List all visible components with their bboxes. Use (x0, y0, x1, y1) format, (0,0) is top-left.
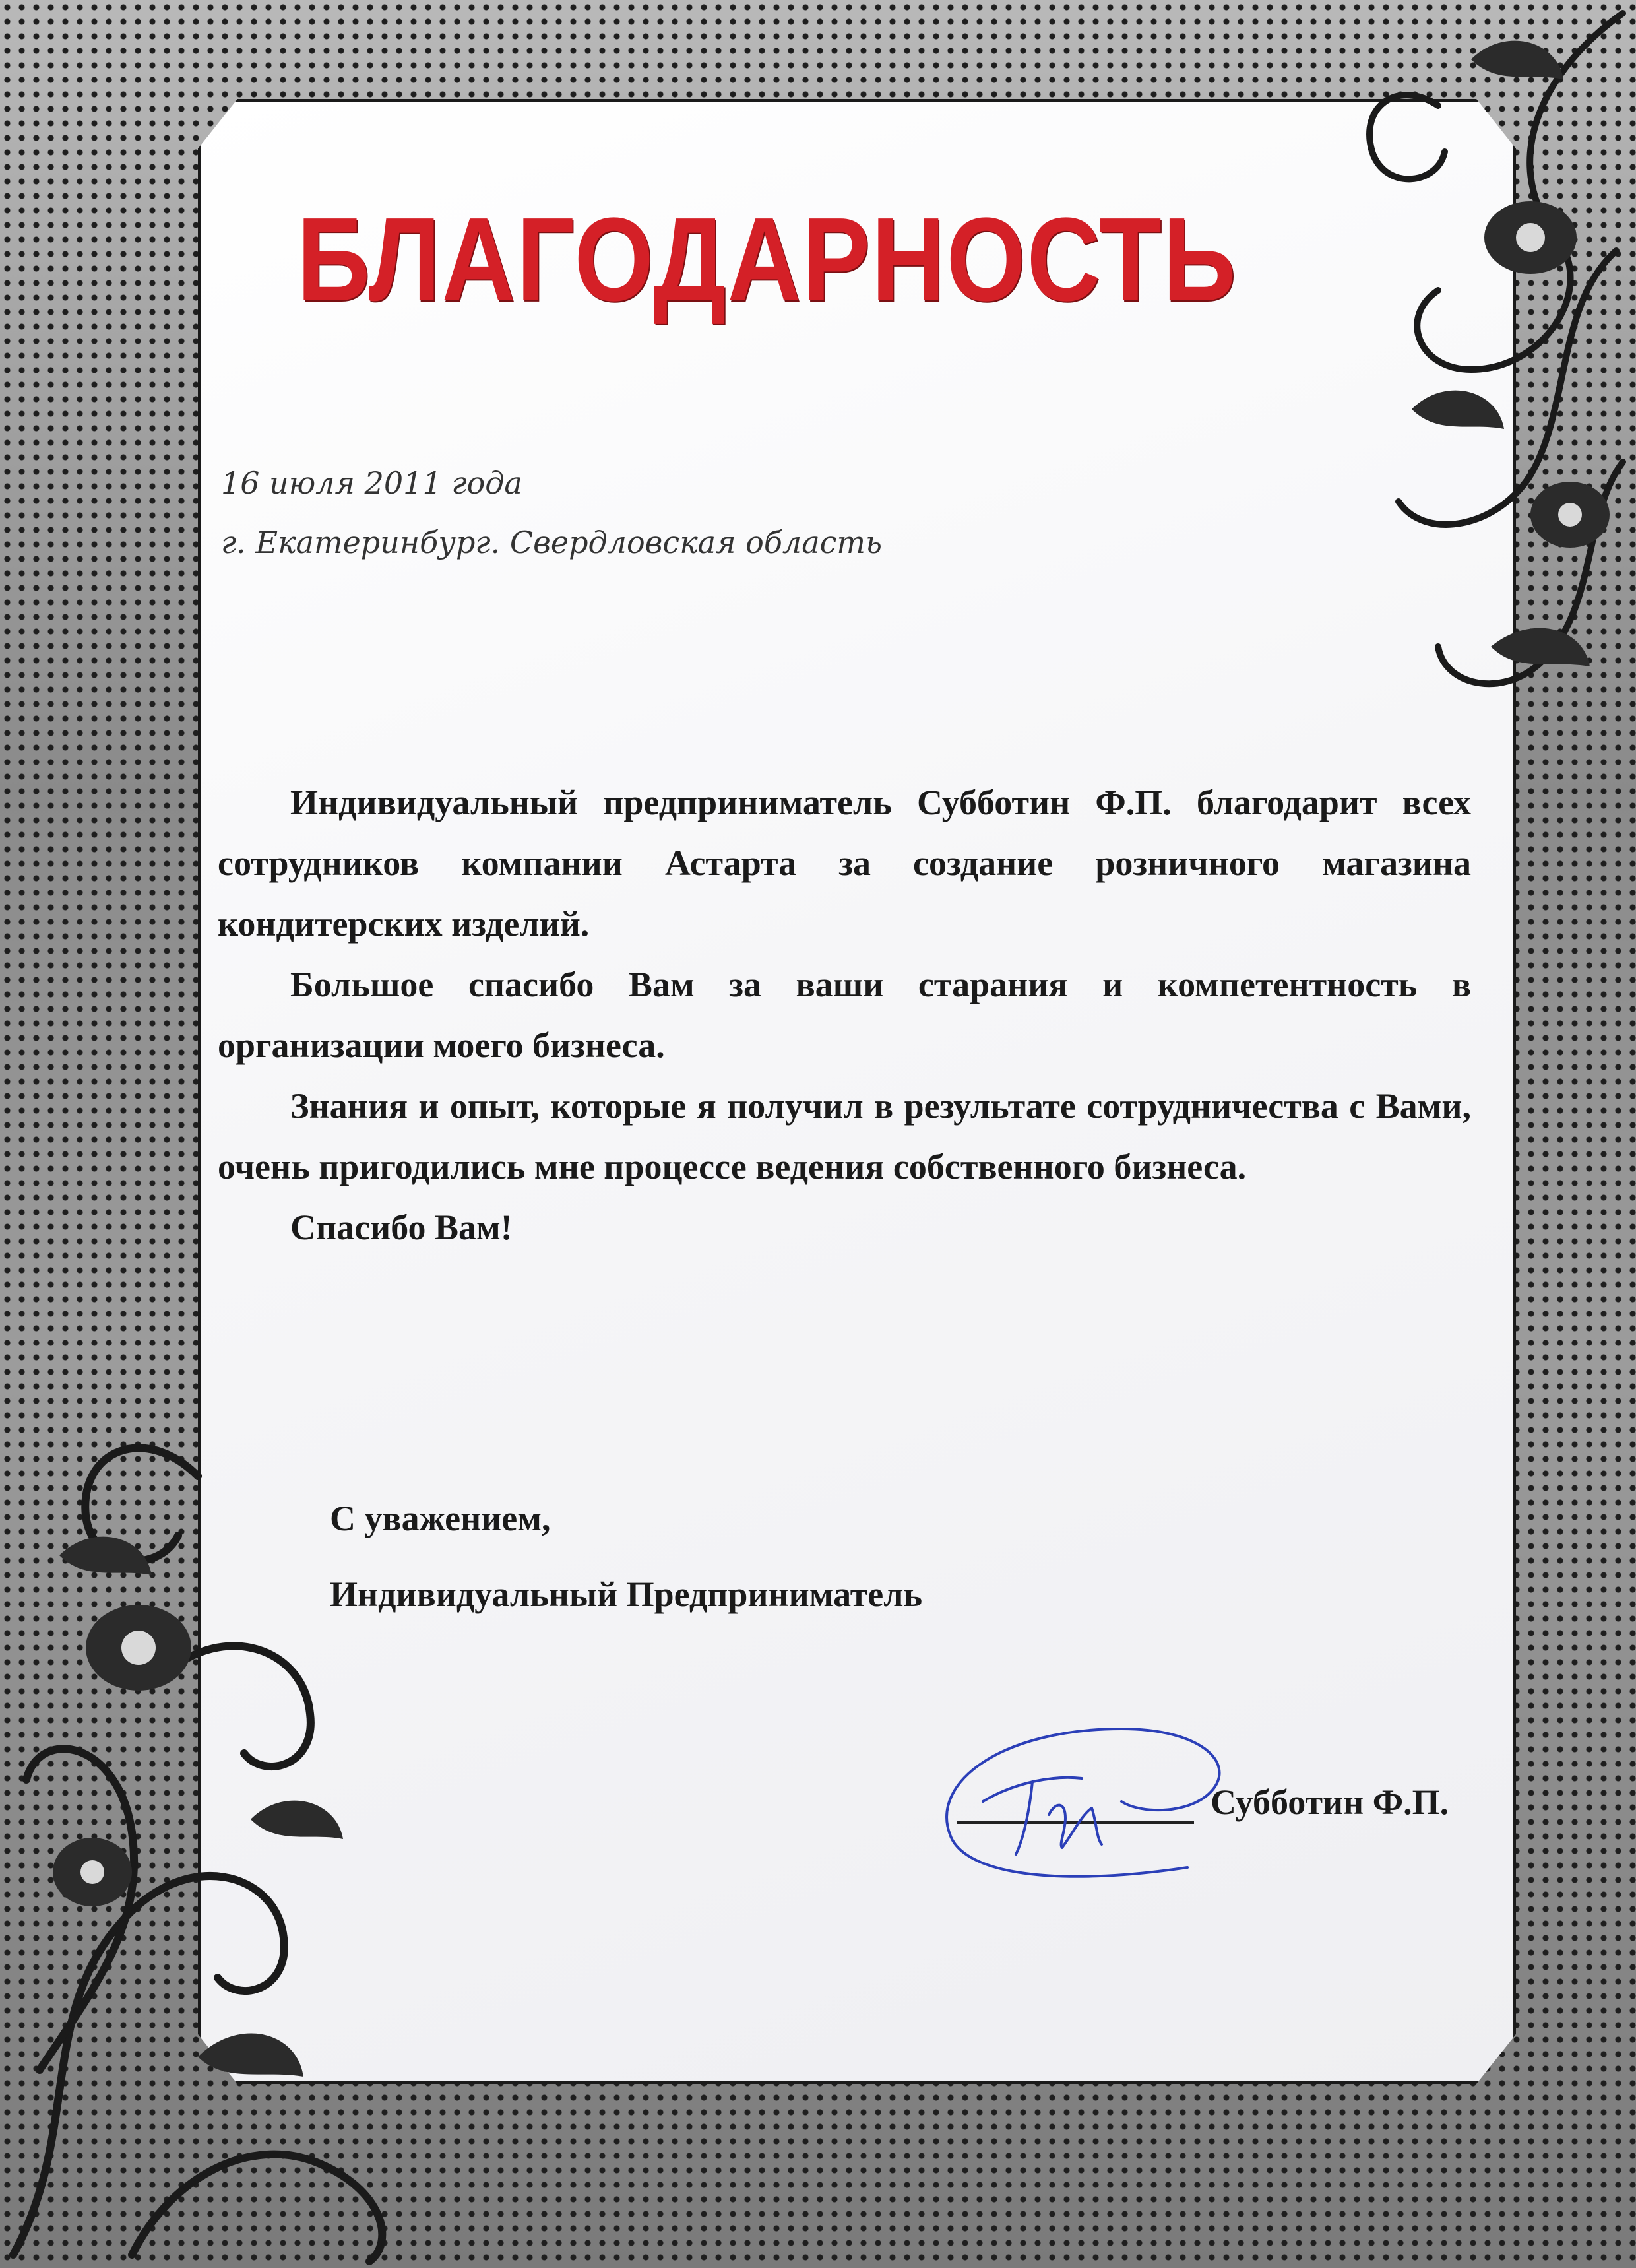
letter-paragraph: Большое спасибо Вам за ваши старания и компетентность в организации моего бизнеса. (218, 965, 1471, 1065)
closing-salutation: С уважением, (330, 1499, 551, 1538)
document-date: 16 июля 2011 года (221, 465, 522, 501)
letter-paragraph: Индивидуальный предприниматель Субботин Ф.П. благодарит всех сотрудников компании Астарта за создание розничного магазина кондитерских изделий. (218, 783, 1471, 944)
signer-name: Субботин Ф.П. (1211, 1782, 1449, 1822)
document-place: г. Екатеринбург. Свердловская область (221, 525, 883, 560)
floral-ornament-top-right (1161, 0, 1636, 792)
closing-title: Индивидуальный Предприниматель (330, 1574, 923, 1614)
letter-body (218, 772, 1471, 1258)
floral-ornament-bottom-left (0, 1278, 501, 2268)
letter-paragraph: Спасибо Вам! (290, 1208, 513, 1247)
document-title: БЛАГОДАРНОСТЬ (297, 193, 1238, 326)
letter-paragraph: Знания и опыт, которые я получил в результате сотрудничества с Вами, очень пригодились мне процессе ведения собственного бизнеса. (218, 1086, 1471, 1186)
